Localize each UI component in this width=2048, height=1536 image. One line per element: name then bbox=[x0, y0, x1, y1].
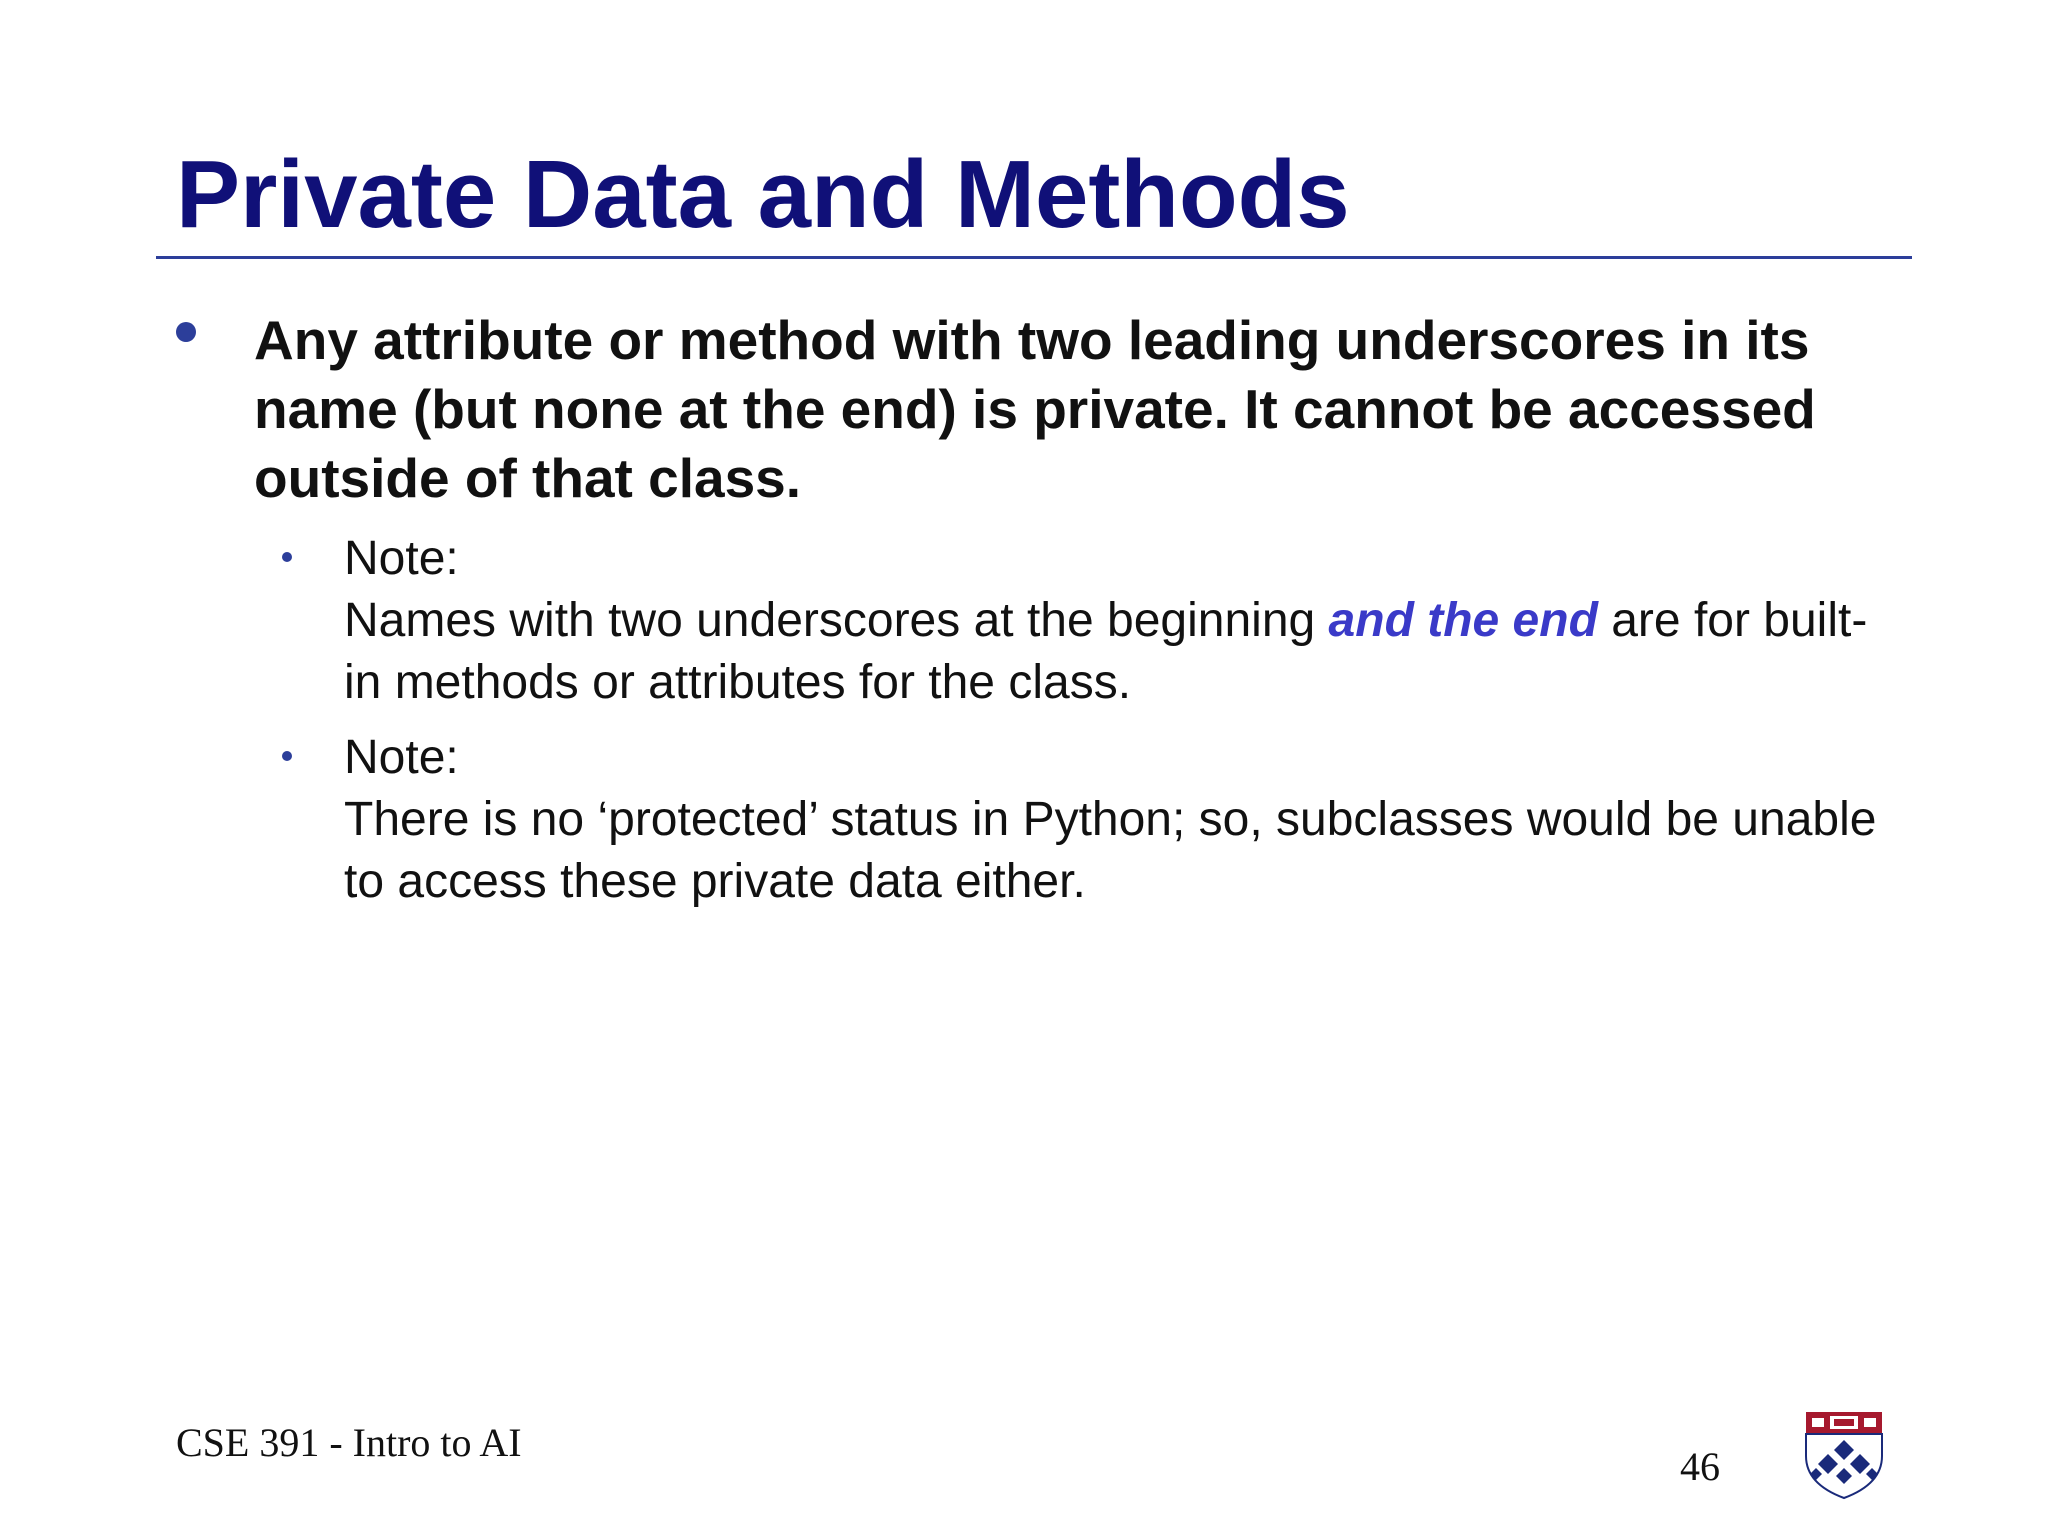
sub-bullet-2-text: There is no ‘protected’ status in Python; so, subclasses would be unable to access these private data either. bbox=[344, 793, 1877, 908]
title-divider bbox=[156, 256, 1912, 259]
sub-bullet-2 bbox=[344, 727, 1904, 913]
footer-course-label: CSE 391 - Intro to AI bbox=[176, 1420, 522, 1465]
sub-bullet-1-text bbox=[344, 590, 1904, 714]
page-number: 46 bbox=[1680, 1444, 1720, 1489]
sub-bullet-dot-icon bbox=[282, 552, 292, 562]
main-bullet-text: Any attribute or method with two leading underscores in its name (but none at the end) is private. It cannot be accessed outside of that class. bbox=[254, 309, 1816, 509]
sub-bullet-1 bbox=[344, 528, 1904, 714]
sub-bullet-1-heading: Note: bbox=[344, 532, 459, 585]
sub-bullet-2-heading: Note: bbox=[344, 731, 459, 784]
sub-bullet-1-text-after: are for built-in methods or attributes for the class. bbox=[344, 594, 1868, 709]
university-shield-icon bbox=[1804, 1410, 1884, 1500]
slide-title: Private Data and Methods bbox=[176, 141, 1350, 248]
sub-bullet-dot-icon bbox=[282, 751, 292, 761]
sub-bullet-1-emphasis: and the end bbox=[1328, 594, 1598, 647]
bullet-dot-icon bbox=[176, 322, 196, 342]
sub-bullet-1-text-before: Names with two underscores at the beginning bbox=[344, 594, 1329, 647]
